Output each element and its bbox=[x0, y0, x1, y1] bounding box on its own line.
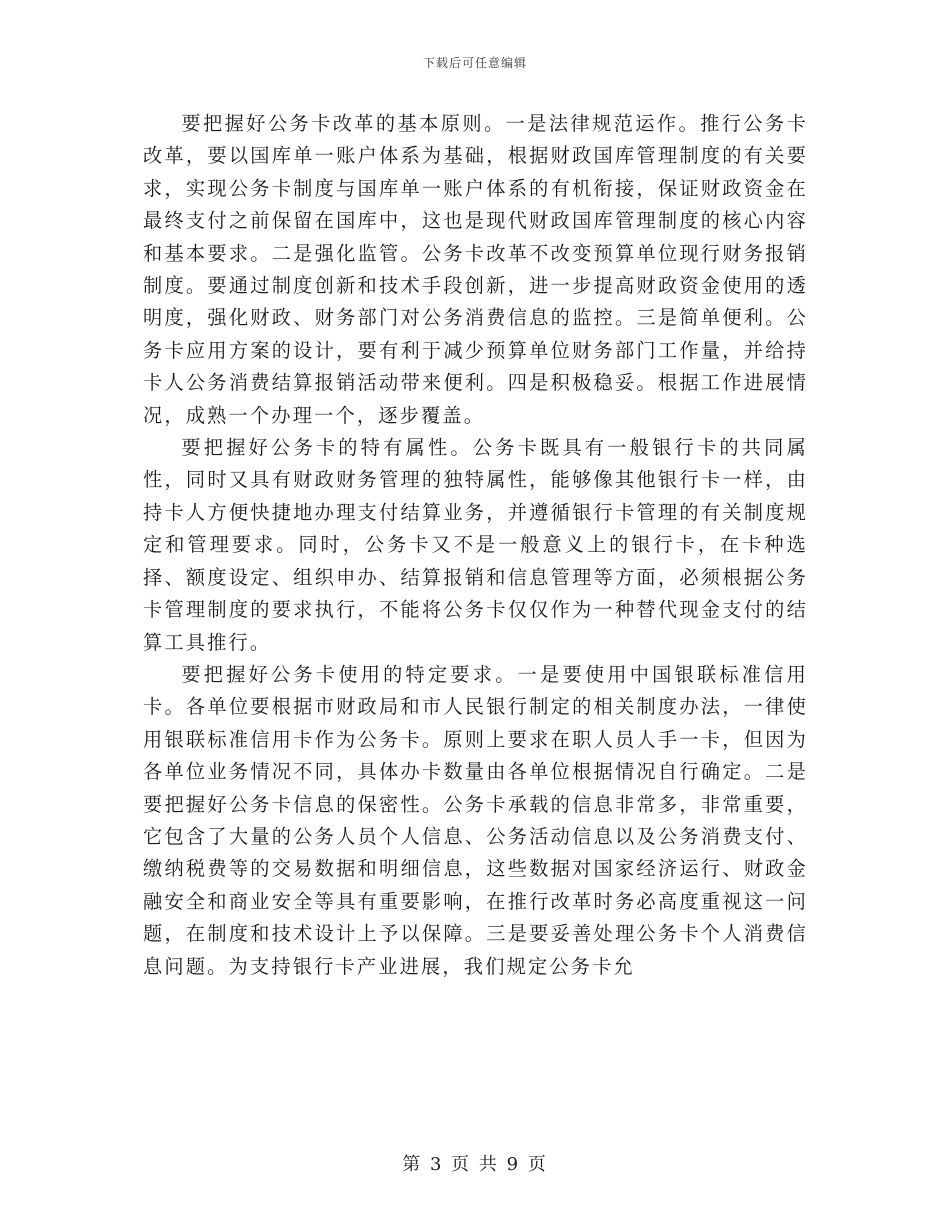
paragraph-requirements: 要把握好公务卡使用的特定要求。一是要使用中国银联标准信用卡。各单位要根据市财政局和市人民银行制定的相关制度办法，一律使用银联标准信用卡作为公务卡。原则上要求在职人员人手一卡，但因为各单位业务情况不同，具体办卡数量由各单位根据情况自行确定。二是要把握好公务卡信息的保密性。公务卡承载的信息非常多，非常重要，它包含了大量的公务人员个人信息、公务活动信息以及公务消费支付、缴纳税费等的交易数据和明细信息，这些数据对国家经济运行、财政金融安全和商业安全等具有重要影响，在推行改革时务必高度重视这一问题，在制度和技术设计上予以保障。三是要妥善处理公务卡个人消费信息问题。为支持银行卡产业进展，我们规定公务卡允 bbox=[143, 662, 808, 978]
paragraph-attributes: 要把握好公务卡的特有属性。公务卡既具有一般银行卡的共同属性，同时又具有财政财务管理的独特属性，能够像其他银行卡一样，由持卡人方便快捷地办理支付结算业务，并遵循银行卡管理的有关制度规定和管理要求。同时，公务卡又不是一般意义上的银行卡，在卡种选择、额度设定、组织申办、结算报销和信息管理等方面，必须根据公务卡管理制度的要求执行，不能将公务卡仅仅作为一种替代现金支付的结算工具推行。 bbox=[143, 436, 808, 654]
body-text bbox=[143, 108, 808, 983]
paragraph-principles: 要把握好公务卡改革的基本原则。一是法律规范运作。推行公务卡改革，要以国库单一账户体系为基础，根据财政国库管理制度的有关要求，实现公务卡制度与国库单一账户体系的有机衔接，保证财政资金在最终支付之前保留在国库中，这也是现代财政国库管理制度的核心内容和基本要求。二是强化监管。公务卡改革不改变预算单位现行财务报销制度。要通过制度创新和技术手段创新，进一步提高财政资金使用的透明度，强化财政、财务部门对公务消费信息的监控。三是简单便利。公务卡应用方案的设计，要有利于减少预算单位财务部门工作量，并给持卡人公务消费结算报销活动带来便利。四是积极稳妥。根据工作进展情况，成熟一个办理一个，逐步覆盖。 bbox=[143, 112, 808, 427]
header-note: 下载后可任意编辑 bbox=[422, 56, 527, 70]
page-number: 第 3 页 共 9 页 bbox=[402, 1154, 548, 1175]
